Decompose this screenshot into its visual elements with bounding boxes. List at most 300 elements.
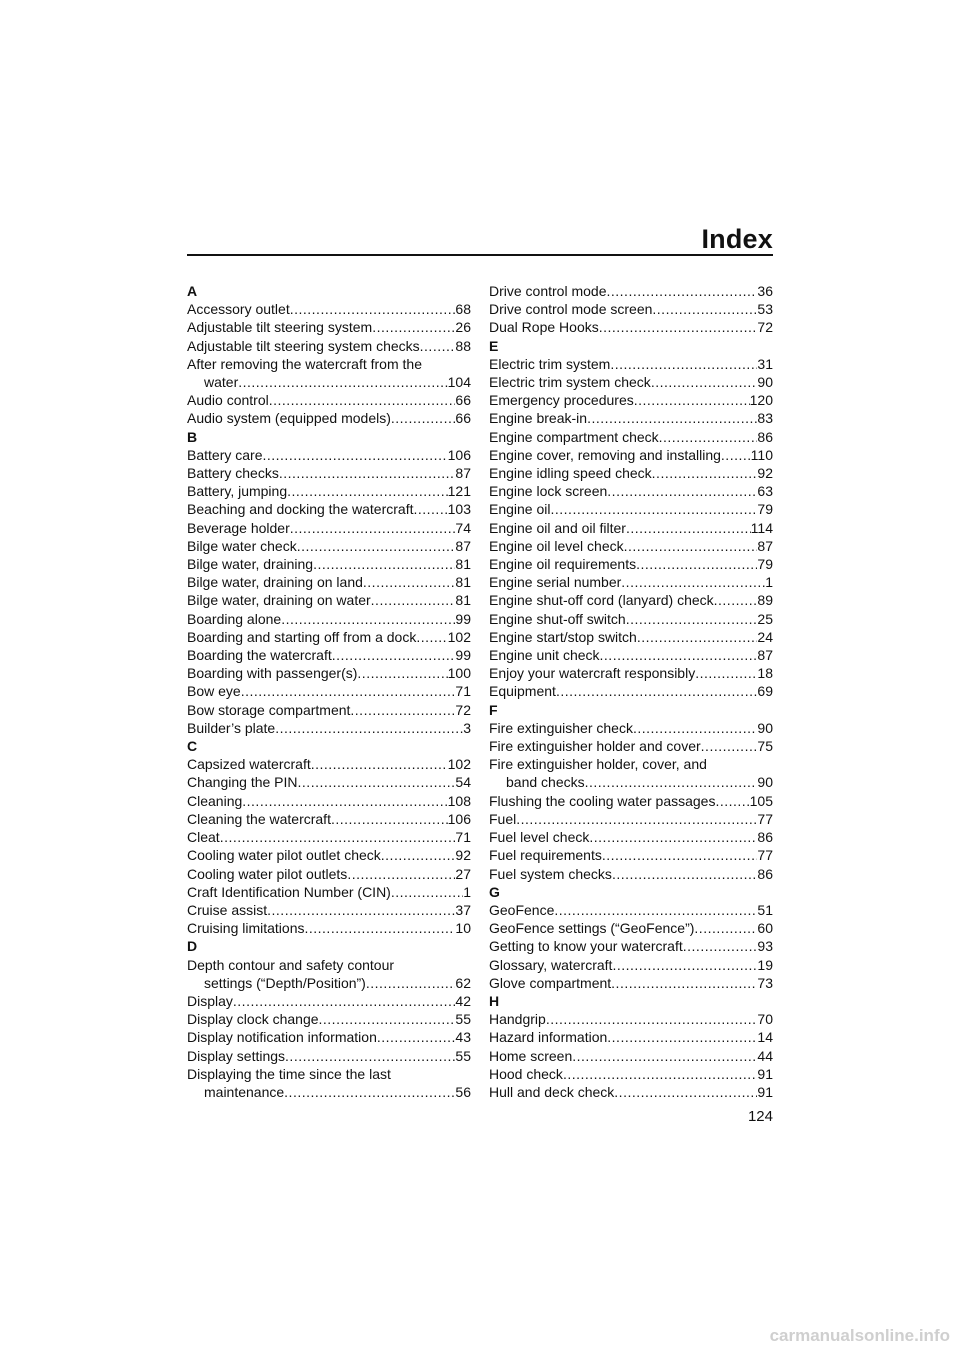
entry-page: 89 xyxy=(757,592,773,609)
entry-term: Engine oil level check xyxy=(489,537,624,554)
index-entry xyxy=(187,719,471,737)
entry-term: Bilge water check xyxy=(187,537,297,554)
entry-term: Bow eye xyxy=(187,683,241,700)
index-entry xyxy=(489,1047,773,1065)
entry-term: GeoFence settings (“GeoFence”) xyxy=(489,920,695,937)
index-entry xyxy=(187,610,471,628)
entry-term: Engine unit check xyxy=(489,647,600,664)
dot-leader xyxy=(600,646,758,664)
entry-term: Engine oil xyxy=(489,501,551,518)
dot-leader xyxy=(366,974,456,992)
dot-leader xyxy=(599,318,758,336)
entry-page: 105 xyxy=(749,792,773,809)
section-letter: F xyxy=(489,701,498,718)
entry-page: 81 xyxy=(455,592,471,609)
index-entry xyxy=(489,1028,773,1046)
entry-page: 10 xyxy=(455,920,471,937)
entry-page: 62 xyxy=(455,974,471,991)
entry-term: Hood check xyxy=(489,1065,563,1082)
dot-leader xyxy=(546,1010,758,1028)
entry-term: Cooling water pilot outlet check xyxy=(187,847,381,864)
dot-leader xyxy=(621,573,765,591)
entry-page: 87 xyxy=(757,647,773,664)
entry-term: Changing the PIN xyxy=(187,774,298,791)
index-entry xyxy=(187,573,471,591)
entry-term: Hazard information xyxy=(489,1029,608,1046)
entry-term: Adjustable tilt steering system xyxy=(187,319,373,336)
entry-term: Enjoy your watercraft responsibly xyxy=(489,665,696,682)
index-entry xyxy=(489,919,773,937)
dot-leader xyxy=(563,1065,757,1083)
entry-page: 70 xyxy=(757,1011,773,1028)
index-entry xyxy=(489,428,773,446)
dot-leader xyxy=(331,810,448,828)
entry-term: Display notification information xyxy=(187,1029,377,1046)
dot-leader xyxy=(607,282,758,300)
index-entry xyxy=(489,500,773,518)
entry-page: 3 xyxy=(463,719,471,736)
watermark: carmanualsonline.info xyxy=(769,1326,950,1345)
index-entry xyxy=(489,446,773,464)
index-entry xyxy=(489,409,773,427)
index-entry xyxy=(489,373,773,391)
entry-page: 36 xyxy=(757,283,773,299)
entry-term: Fuel requirements xyxy=(489,847,602,864)
entry-page: 90 xyxy=(757,774,773,791)
entry-term: water xyxy=(204,374,239,391)
entry-page: 106 xyxy=(447,446,471,463)
index-entry xyxy=(187,1028,471,1046)
entry-term: Display xyxy=(187,992,233,1009)
index-entry xyxy=(489,865,773,883)
index-entry xyxy=(187,555,471,573)
index-entry xyxy=(187,773,471,791)
index-entry xyxy=(187,500,471,518)
index-entry xyxy=(187,391,471,409)
index-entry xyxy=(489,737,773,755)
entry-term: Engine oil and oil filter xyxy=(489,519,626,536)
entry-page: 14 xyxy=(757,1029,773,1046)
entry-term: Cleaning the watercraft xyxy=(187,810,331,827)
dot-leader xyxy=(284,1083,455,1101)
entry-term: Glove compartment xyxy=(489,974,612,991)
entry-term: settings (“Depth/Position”) xyxy=(204,974,366,991)
index-entry xyxy=(187,828,471,846)
index-entry xyxy=(187,755,471,773)
entry-term: Battery, jumping xyxy=(187,483,288,500)
entry-term: Engine break-in xyxy=(489,410,588,427)
index-entry xyxy=(187,591,471,609)
dot-leader xyxy=(612,956,757,974)
entry-term: Emergency procedures xyxy=(489,392,634,409)
dot-leader xyxy=(279,464,456,482)
entry-page: 25 xyxy=(757,610,773,627)
dot-leader xyxy=(516,810,757,828)
entry-page: 79 xyxy=(757,501,773,518)
title-rule xyxy=(187,254,773,256)
dot-leader xyxy=(585,773,758,791)
entry-page: 110 xyxy=(750,446,773,463)
entry-term: Boarding alone xyxy=(187,610,282,627)
entry-page: 99 xyxy=(455,647,471,664)
section-letter: H xyxy=(489,992,500,1009)
entry-term: Drive control mode xyxy=(489,283,607,299)
dot-leader xyxy=(269,391,456,409)
entry-page: 1 xyxy=(463,883,471,900)
dot-leader xyxy=(715,792,749,810)
entry-page: 74 xyxy=(455,519,471,536)
entry-page: 42 xyxy=(455,992,471,1009)
entry-page: 100 xyxy=(447,665,471,682)
entry-term: Fuel level check xyxy=(489,829,590,846)
index-entry-text: After removing the watercraft from the xyxy=(187,355,422,372)
entry-term: Electric trim system check xyxy=(489,374,651,391)
entry-page: 81 xyxy=(455,556,471,573)
entry-page: 66 xyxy=(455,392,471,409)
entry-term: Cruising limitations xyxy=(187,920,305,937)
entry-term: Adjustable tilt steering system checks xyxy=(187,337,420,354)
entry-term: Display settings xyxy=(187,1047,286,1064)
entry-term: Accessory outlet xyxy=(187,301,290,318)
dot-leader xyxy=(262,446,447,464)
entry-term: Beaching and docking the watercraft xyxy=(187,501,414,518)
entry-page: 121 xyxy=(447,483,471,500)
dot-leader xyxy=(614,1083,757,1101)
entry-page: 87 xyxy=(455,465,471,482)
dot-leader xyxy=(391,409,456,427)
entry-page: 72 xyxy=(455,701,471,718)
dot-leader xyxy=(350,701,455,719)
entry-page: 75 xyxy=(757,738,773,755)
index-entry-text: Displaying the time since the last xyxy=(187,1065,391,1082)
index-entry xyxy=(187,446,471,464)
entry-term: Bilge water, draining on water xyxy=(187,592,371,609)
entry-page: 120 xyxy=(749,392,773,409)
entry-page: 54 xyxy=(455,774,471,791)
entry-page: 1 xyxy=(765,574,773,591)
entry-term: band checks xyxy=(506,774,585,791)
entry-page: 102 xyxy=(447,756,471,773)
dot-leader xyxy=(602,846,758,864)
entry-term: Fire extinguisher holder and cover xyxy=(489,738,701,755)
index-entry xyxy=(489,792,773,810)
dot-leader xyxy=(683,937,758,955)
dot-leader xyxy=(694,919,757,937)
index-entry xyxy=(489,573,773,591)
dot-leader xyxy=(298,773,456,791)
index-entry xyxy=(187,1047,471,1065)
dot-leader xyxy=(610,355,757,373)
index-entry xyxy=(187,701,471,719)
index-entry xyxy=(187,373,471,391)
entry-page: 19 xyxy=(757,956,773,973)
dot-leader xyxy=(721,446,751,464)
index-entry xyxy=(489,318,773,336)
entry-page: 103 xyxy=(447,501,471,518)
index-entry xyxy=(187,901,471,919)
entry-page: 72 xyxy=(757,319,773,336)
entry-term: Engine oil requirements xyxy=(489,556,637,573)
dot-leader xyxy=(714,591,758,609)
index-entry xyxy=(489,391,773,409)
entry-term: Engine serial number xyxy=(489,574,622,591)
index-entry xyxy=(187,792,471,810)
entry-term: Display clock change xyxy=(187,1011,319,1028)
dot-leader xyxy=(304,919,455,937)
dot-leader xyxy=(634,391,750,409)
index-entry xyxy=(489,719,773,737)
entry-page: 60 xyxy=(757,920,773,937)
index-entry xyxy=(489,610,773,628)
entry-page: 106 xyxy=(447,810,471,827)
entry-page: 31 xyxy=(757,355,773,372)
entry-term: Dual Rope Hooks xyxy=(489,319,599,336)
dot-leader xyxy=(554,901,757,919)
index-entry xyxy=(187,337,471,355)
index-entry xyxy=(187,318,471,336)
entry-page: 104 xyxy=(447,374,471,391)
entry-term: Engine start/stop switch xyxy=(489,628,637,645)
entry-term: Engine idling speed check xyxy=(489,465,652,482)
entry-page: 27 xyxy=(455,865,471,882)
dot-leader xyxy=(371,591,456,609)
index-entry xyxy=(489,682,773,700)
entry-term: Cleaning xyxy=(187,792,243,809)
dot-leader xyxy=(551,500,758,518)
dot-leader xyxy=(626,519,751,537)
index-entry xyxy=(489,1010,773,1028)
index-entry xyxy=(187,646,471,664)
entry-page: 26 xyxy=(455,319,471,336)
entry-term: Boarding the watercraft xyxy=(187,647,332,664)
dot-leader xyxy=(319,1010,456,1028)
dot-leader xyxy=(652,300,757,318)
dot-leader xyxy=(612,865,757,883)
dot-leader xyxy=(313,555,455,573)
entry-term: Engine compartment check xyxy=(489,428,659,445)
index-entry xyxy=(489,956,773,974)
index-entry-text: Depth contour and safety contour xyxy=(187,956,395,973)
index-entry xyxy=(489,591,773,609)
section-letter: C xyxy=(187,738,198,755)
entry-page: 43 xyxy=(455,1029,471,1046)
index-entry xyxy=(187,628,471,646)
index-entry xyxy=(187,300,471,318)
index-entry xyxy=(187,846,471,864)
section-letter: D xyxy=(187,938,198,955)
entry-term: Home screen xyxy=(489,1047,573,1064)
entry-term: Boarding and starting off from a dock xyxy=(187,628,417,645)
entry-page: 93 xyxy=(757,938,773,955)
index-entry xyxy=(489,828,773,846)
entry-page: 91 xyxy=(757,1083,773,1100)
index-entry xyxy=(187,482,471,500)
entry-page: 24 xyxy=(757,628,773,645)
index-entry xyxy=(187,1083,471,1101)
dot-leader xyxy=(332,646,456,664)
dot-leader xyxy=(611,974,757,992)
dot-leader xyxy=(347,865,455,883)
entry-term: Beverage holder xyxy=(187,519,290,536)
dot-leader xyxy=(420,337,456,355)
dot-leader xyxy=(637,628,758,646)
index-entry xyxy=(489,555,773,573)
entry-term: GeoFence xyxy=(489,901,555,918)
entry-term: Audio system (equipped models) xyxy=(187,410,391,427)
entry-page: 87 xyxy=(455,537,471,554)
index-entry xyxy=(489,664,773,682)
entry-term: Hull and deck check xyxy=(489,1083,615,1100)
entry-term: Engine shut-off switch xyxy=(489,610,626,627)
entry-page: 77 xyxy=(757,810,773,827)
dot-leader xyxy=(267,901,455,919)
dot-leader xyxy=(652,464,758,482)
index-entry xyxy=(187,865,471,883)
entry-page: 63 xyxy=(757,483,773,500)
dot-leader xyxy=(233,992,456,1010)
index-column-right xyxy=(489,282,773,1101)
dot-leader xyxy=(572,1047,757,1065)
entry-page: 71 xyxy=(455,683,471,700)
entry-term: Handgrip xyxy=(489,1011,546,1028)
dot-leader xyxy=(633,719,757,737)
index-entry xyxy=(187,919,471,937)
index-entry xyxy=(489,1083,773,1101)
entry-term: Engine lock screen xyxy=(489,483,608,500)
entry-term: Battery care xyxy=(187,446,263,463)
section-letter: B xyxy=(187,428,198,445)
entry-page: 69 xyxy=(757,683,773,700)
dot-leader xyxy=(290,300,456,318)
index-column-left xyxy=(187,282,471,1101)
entry-term: Cleat xyxy=(187,829,220,846)
entry-term: Cooling water pilot outlets xyxy=(187,865,348,882)
index-entry xyxy=(489,901,773,919)
entry-term: Glossary, watercraft xyxy=(489,956,613,973)
entry-page: 88 xyxy=(455,337,471,354)
index-entry xyxy=(489,282,773,300)
entry-term: Builder’s plate xyxy=(187,719,276,736)
entry-page: 86 xyxy=(757,865,773,882)
section-letter: G xyxy=(489,883,500,900)
entry-page: 87 xyxy=(757,537,773,554)
entry-page: 86 xyxy=(757,428,773,445)
entry-term: maintenance xyxy=(204,1083,285,1100)
entry-page: 37 xyxy=(455,901,471,918)
index-entry xyxy=(187,810,471,828)
entry-page: 99 xyxy=(455,610,471,627)
dot-leader xyxy=(238,373,447,391)
dot-leader xyxy=(220,828,456,846)
index-entry xyxy=(489,773,773,791)
entry-term: Fire extinguisher check xyxy=(489,719,633,736)
entry-term: Battery checks xyxy=(187,465,279,482)
index-entry xyxy=(187,974,471,992)
index-entry xyxy=(489,355,773,373)
dot-leader xyxy=(311,755,448,773)
dot-leader xyxy=(556,682,757,700)
entry-term: Audio control xyxy=(187,392,269,409)
dot-leader xyxy=(241,682,456,700)
index-entry xyxy=(187,883,471,901)
dot-leader xyxy=(372,318,455,336)
entry-page: 66 xyxy=(455,410,471,427)
index-entry xyxy=(187,464,471,482)
dot-leader xyxy=(287,482,448,500)
index-entry xyxy=(187,1010,471,1028)
entry-page: 90 xyxy=(757,719,773,736)
entry-term: Bilge water, draining on land xyxy=(187,574,363,591)
entry-term: Getting to know your watercraft xyxy=(489,938,683,955)
entry-page: 114 xyxy=(750,519,773,536)
dot-leader xyxy=(381,846,456,864)
entry-page: 91 xyxy=(757,1065,773,1082)
dot-leader xyxy=(357,664,447,682)
entry-page: 55 xyxy=(455,1011,471,1028)
entry-term: Cruise assist xyxy=(187,901,268,918)
entry-term: Capsized watercraft xyxy=(187,756,311,773)
dot-leader xyxy=(589,828,757,846)
index-entry xyxy=(187,519,471,537)
index-entry xyxy=(489,300,773,318)
entry-term: Engine cover, removing and installing xyxy=(489,446,721,463)
dot-leader xyxy=(290,519,456,537)
index-entry xyxy=(489,482,773,500)
index-entry xyxy=(187,537,471,555)
dot-leader xyxy=(281,610,455,628)
index-entry xyxy=(489,974,773,992)
dot-leader xyxy=(377,1028,456,1046)
index-entry xyxy=(489,1065,773,1083)
dot-leader xyxy=(695,664,757,682)
entry-term: Bow storage compartment xyxy=(187,701,351,718)
section-letter: A xyxy=(187,283,198,299)
dot-leader xyxy=(242,792,447,810)
entry-page: 83 xyxy=(757,410,773,427)
entry-page: 86 xyxy=(757,829,773,846)
entry-page: 53 xyxy=(757,301,773,318)
index-entry xyxy=(489,810,773,828)
entry-term: Fuel xyxy=(489,810,517,827)
entry-term: Craft Identification Number (CIN) xyxy=(187,883,391,900)
dot-leader xyxy=(624,537,758,555)
entry-term: Flushing the cooling water passages xyxy=(489,792,716,809)
index-entry xyxy=(489,646,773,664)
dot-leader xyxy=(416,628,447,646)
dot-leader xyxy=(659,428,758,446)
dot-leader xyxy=(607,482,757,500)
dot-leader xyxy=(285,1047,455,1065)
index-entry xyxy=(489,519,773,537)
dot-leader xyxy=(651,373,758,391)
dot-leader xyxy=(391,883,463,901)
dot-leader xyxy=(587,409,757,427)
entry-term: Bilge water, draining xyxy=(187,556,314,573)
entry-page: 55 xyxy=(455,1047,471,1064)
entry-page: 108 xyxy=(447,792,471,809)
entry-term: Engine shut-off cord (lanyard) check xyxy=(489,592,714,609)
index-entry xyxy=(489,846,773,864)
dot-leader xyxy=(607,1028,757,1046)
page-number: 124 xyxy=(747,1108,773,1125)
entry-page: 68 xyxy=(455,301,471,318)
index-entry xyxy=(489,537,773,555)
index-entry xyxy=(489,464,773,482)
index-entry xyxy=(187,409,471,427)
dot-leader xyxy=(275,719,463,737)
index-entry xyxy=(489,937,773,955)
section-letter: E xyxy=(489,337,499,354)
